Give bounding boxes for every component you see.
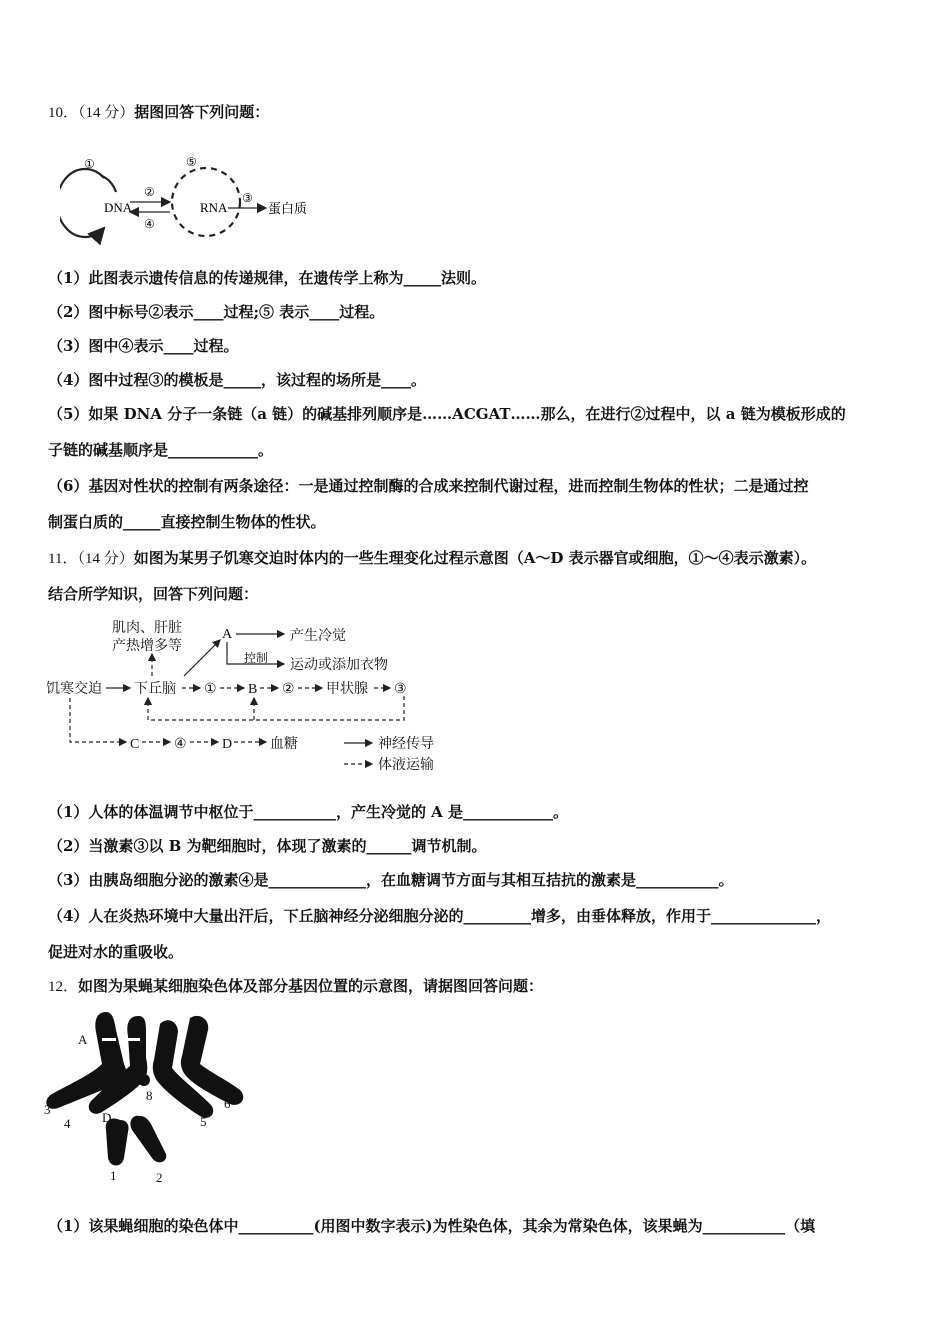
chromosome-2: [130, 1116, 166, 1163]
hunger-cold-label: 饥寒交迫: [46, 682, 102, 697]
cold-feeling-label: 产生冷觉: [290, 629, 346, 644]
q10-line-8: 制蛋白质的_____直接控制生物体的性状。: [48, 513, 326, 531]
q11-line-4: （4）人在炎热环境中大量出汗后，下丘脑神经分泌细胞分泌的_________增多，由垂体释放，作用于______________，: [48, 907, 831, 925]
d-label: D: [222, 737, 233, 752]
feedback-loop: [148, 696, 404, 720]
label-4: 4: [64, 1116, 71, 1131]
label-1: 1: [110, 1168, 117, 1183]
q10-line-1: （1）此图表示遗传信息的传递规律，在遗传学上称为_____法则。: [48, 269, 486, 287]
thyroid-label: 甲状腺: [326, 682, 368, 697]
marker-3: ③: [242, 191, 253, 205]
arrow-hunger-to-c: [70, 698, 126, 742]
hypothalamus-label: 下丘脑: [134, 682, 176, 697]
q10-line-7: （6）基因对性状的控制有两条途径：一是通过控制酶的合成来控制代谢过程，进而控制生物体的性状；二是通过控: [48, 477, 809, 495]
central-dogma-diagram: [60, 148, 320, 248]
q11-prompt: 如图为某男子饥寒交迫时体内的一些生理变化过程示意图（A～D 表示器官或细胞，①～④表示激素）。: [133, 549, 817, 567]
q10-score: （14 分）: [78, 105, 135, 121]
marker-2: ②: [144, 185, 155, 199]
blood-sugar-label: 血糖: [270, 737, 298, 752]
legend-nerve-label: 神经传导: [378, 737, 434, 752]
marker-4: ④: [144, 217, 155, 231]
gene-D-label: D: [102, 1110, 112, 1125]
q10-line-2: （2）图中标号②表示____过程;⑤ 表示____过程。: [48, 303, 385, 321]
q10-line-5: （5）如果 DNA 分子一条链（a 链）的碱基排列顺序是……ACGAT……那么，在进行②过程中，以 a 链为模板形成的: [48, 405, 846, 423]
control-label: 控制: [244, 651, 269, 665]
q11-line-5: 促进对水的重吸收。: [48, 943, 184, 961]
gene-a-label: a: [132, 1036, 138, 1051]
hormone-3-label: ③: [394, 682, 407, 697]
hormone-4-label: ④: [174, 737, 187, 752]
gene-A-label: A: [78, 1032, 88, 1047]
marker-1: ①: [84, 157, 95, 171]
q10-line-6: 子链的碱基顺序是____________。: [48, 441, 274, 459]
label-5: 5: [200, 1114, 207, 1129]
heat-increase-label: 产热增多等: [112, 639, 182, 654]
q12-line-1: （1）该果蝇细胞的染色体中__________(用图中数字表示)为性染色体，其余为常染色体，该果蝇为___________（填: [48, 1217, 816, 1235]
q11-line-3: （3）由胰岛细胞分泌的激素④是_____________，在血糖调节方面与其相互拮抗的激素是___________。: [48, 871, 734, 889]
q12-header: [48, 976, 543, 997]
arrow-hypothalamus-to-a: [184, 640, 220, 676]
exercise-label: 运动或添加衣物: [290, 658, 388, 673]
replication-loop-arrow: [60, 169, 104, 237]
q11-score: （14 分）: [77, 551, 134, 567]
chromosome-1: [106, 1118, 129, 1165]
q10-number: 10．: [48, 105, 79, 121]
label-7: 7: [118, 1088, 125, 1103]
legend-humoral-label: 体液运输: [378, 758, 434, 773]
rna-label: RNA: [200, 200, 228, 215]
thermoregulation-diagram: [44, 614, 464, 784]
b-label: B: [248, 682, 258, 697]
protein-label: 蛋白质: [268, 201, 308, 216]
hormone-1-label: ①: [204, 682, 217, 697]
q10-header: [48, 102, 269, 123]
label-6: 6: [224, 1096, 231, 1111]
hormone-2-label: ②: [282, 682, 295, 697]
label-3: 3: [44, 1102, 51, 1117]
chromosome-8: [138, 1074, 150, 1086]
q11-header: [48, 548, 816, 569]
label-2: 2: [156, 1170, 163, 1185]
a-label: A: [222, 627, 233, 642]
c-label: C: [130, 737, 140, 752]
q11-line-1: （1）人体的体温调节中枢位于___________，产生冷觉的 A 是____________。: [48, 803, 569, 821]
q11-prompt-line-2: 结合所学知识，回答下列问题：: [48, 585, 259, 603]
q11-number: 11．: [48, 551, 78, 567]
muscle-liver-label: 肌肉、肝脏: [112, 621, 182, 636]
chromosome-7: [124, 1074, 136, 1086]
label-8: 8: [146, 1088, 153, 1103]
q10-line-3: （3）图中④表示____过程。: [48, 337, 239, 355]
q10-prompt: 据图回答下列问题：: [134, 103, 270, 121]
marker-5: ⑤: [186, 155, 197, 169]
q10-line-4: （4）图中过程③的模板是_____，该过程的场所是____。: [48, 371, 426, 389]
fruitfly-chromosome-diagram: [40, 1008, 250, 1188]
q12-number: 12．: [48, 979, 79, 995]
q11-line-2: （2）当激素③以 B 为靶细胞时，体现了激素的______调节机制。: [48, 837, 487, 855]
q12-prompt: 如图为果蝇某细胞染色体及部分基因位置的示意图，请据图回答问题：: [78, 977, 544, 995]
dna-label: DNA: [104, 200, 133, 215]
